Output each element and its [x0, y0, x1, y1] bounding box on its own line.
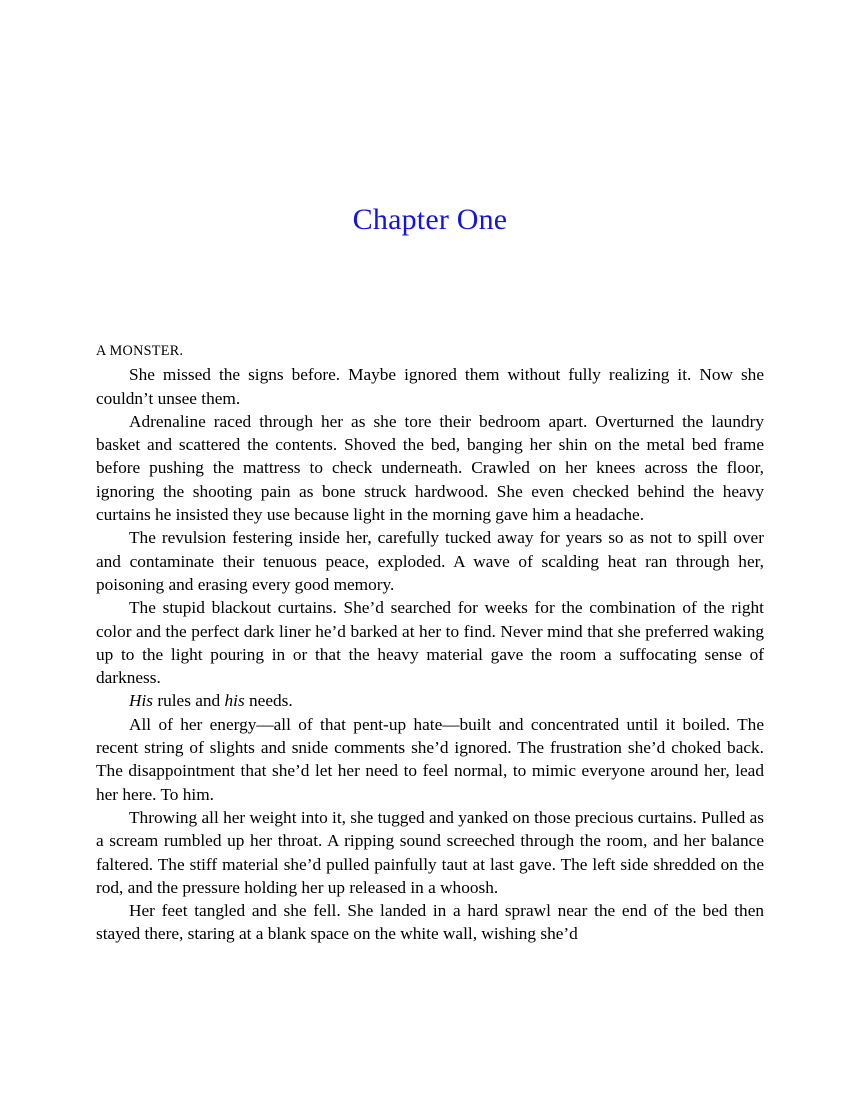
paragraph: [96, 899, 764, 946]
paragraph: [96, 806, 764, 899]
paragraph: [96, 713, 764, 806]
italic-word-his-1: His: [129, 691, 154, 711]
italic-paragraph-mid: rules and: [153, 691, 225, 711]
paragraph-text: The revulsion festering inside her, carefully tucked away for years so as not to spill over and contaminate their tenuous peace, exploded. A wave of scalding heat ran through her, poisoning and erasing every good memory.: [96, 528, 764, 594]
paragraph-text: Her feet tangled and she fell. She landed in a hard sprawl near the end of the bed then stayed there, staring at a blank space on the white wall, wishing she’d: [96, 901, 764, 944]
paragraph-text: The stupid blackout curtains. She’d searched for weeks for the combination of the right color and the perfect dark liner he’d barked at her to find. Never mind that she preferred waking up to the light pouring in or that the heavy material gave the room a suffocating sense of darkness.: [96, 598, 764, 688]
paragraph-text: Throwing all her weight into it, she tugged and yanked on those precious curtains. Pulled as a scream rumbled up her throat. A ripping sound screeched through the room, and her balance faltered. The stiff material she’d pulled painfully taut at last gave. The left side shredded on the rod, and the pressure holding her up released in a whoosh.: [96, 807, 764, 897]
italic-word-his-2: his: [224, 691, 245, 711]
chapter-body: [96, 340, 764, 946]
paragraph: [96, 410, 764, 526]
chapter-title: Chapter One: [352, 203, 508, 236]
paragraph-text: Adrenaline raced through her as she tore their bedroom apart. Overturned the laundry basket and scattered the contents. Shoved the bed, banging her shin on the metal bed frame before pushing the mattress to check underneath. Crawled on her knees across the floor, ignoring the shooting pain as bone struck hardwood. She even checked behind the heavy curtains he insisted they use because light in the morning gave him a headache.: [96, 411, 764, 525]
paragraph-text: She missed the signs before. Maybe ignored them without fully realizing it. Now she couldn’t unsee them.: [96, 365, 764, 408]
paragraph-opening: [96, 340, 764, 410]
paragraph: [96, 526, 764, 596]
italic-paragraph-end: needs.: [244, 691, 293, 711]
opening-smallcaps: A MONSTER.: [96, 343, 184, 359]
paragraph-italic: [96, 689, 764, 712]
paragraph-text: All of her energy—all of that pent-up hate—built and concentrated until it boiled. The recent string of slights and snide comments she’d ignored. The frustration she’d choked back. The disappointment that she’d let her need to feel normal, to mimic everyone around her, lead her here. To him.: [96, 714, 764, 804]
paragraph: [96, 596, 764, 689]
